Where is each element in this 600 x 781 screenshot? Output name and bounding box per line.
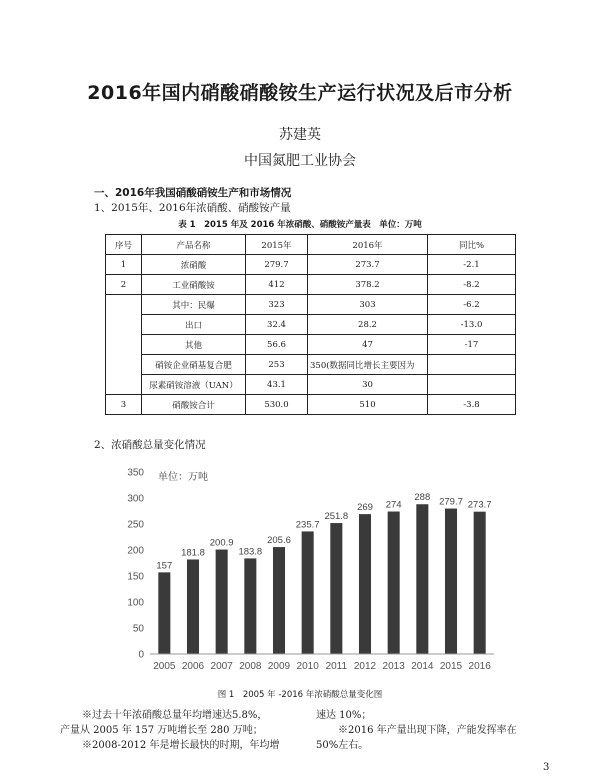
table-row — [106, 335, 516, 355]
table-row — [106, 395, 516, 415]
body-text-left — [60, 708, 308, 753]
cell-yoy — [428, 355, 516, 375]
bar — [216, 550, 228, 654]
cell-name: 尿素硝铵溶液（UAN） — [142, 375, 246, 395]
bar-value-label: 205.6 — [267, 535, 291, 547]
bar-value-label: 273.7 — [467, 499, 492, 511]
cell-name: 工业硝酸铵 — [142, 275, 246, 295]
y-tick-label: 200 — [127, 545, 144, 557]
cell-name: 出口 — [142, 315, 246, 335]
nitric-acid-chart — [112, 458, 502, 680]
x-tick-label: 2014 — [411, 661, 434, 672]
x-tick-label: 2010 — [296, 661, 319, 672]
cell-name: 浓硝酸 — [142, 255, 246, 275]
y-tick-label: 0 — [138, 649, 144, 661]
cell-2015: 32.4 — [246, 315, 308, 335]
cell-yoy: -3.8 — [428, 395, 516, 415]
section-heading: 一、2016年我国硝酸硝铵生产和市场情况 — [94, 187, 292, 199]
table-caption: 表 1 2015 年及 2016 年浓硝酸、硝酸铵产量表 单位：万吨 — [178, 220, 422, 230]
paragraph-line: ※过去十年浓硝酸总量年均增速达5.8%， — [82, 710, 268, 721]
bar — [273, 547, 285, 654]
table-row — [106, 255, 516, 275]
table-row — [106, 355, 516, 375]
cell-name: 硝酸铵合计 — [142, 395, 246, 415]
bar-value-label: 251.8 — [324, 511, 349, 523]
y-tick-label: 250 — [127, 519, 144, 531]
x-tick-label: 2008 — [239, 661, 262, 672]
bar-value-label: 235.7 — [295, 519, 320, 531]
chart-caption: 图 1 2005 年 -2016 年浓硝酸总量变化图 — [217, 690, 383, 700]
cell-2015: 323 — [246, 295, 308, 315]
cell-2016: 510 — [308, 395, 428, 415]
paragraph-line: ※2016 年产量出现下降，产能发挥率在 — [338, 725, 517, 736]
bar — [416, 504, 428, 654]
header-2015: 2015年 — [246, 235, 308, 255]
cell-2016: 303 — [308, 295, 428, 315]
cell-2015: 56.6 — [246, 335, 308, 355]
cell-name: 其他 — [142, 335, 246, 355]
cell-name: 其中：民爆 — [142, 295, 246, 315]
header-yoy: 同比% — [428, 235, 516, 255]
bar-value-label: 279.7 — [439, 496, 463, 508]
page-number: 3 — [543, 762, 550, 773]
x-tick-label: 2012 — [353, 661, 377, 672]
cell-yoy: -13.0 — [428, 315, 516, 335]
header-name: 产品名称 — [142, 235, 246, 255]
y-tick-label: 350 — [127, 467, 144, 479]
x-tick-label: 2011 — [325, 661, 348, 672]
y-tick-label: 50 — [132, 623, 144, 635]
y-tick-label: 150 — [127, 571, 144, 583]
bar — [158, 572, 170, 654]
cell-yoy: -6.2 — [428, 295, 516, 315]
bar-value-label: 288 — [414, 492, 431, 504]
cell-2016: 350(数据同比增长主要因为 — [308, 355, 428, 375]
x-tick-label: 2013 — [382, 661, 405, 672]
bar — [445, 509, 457, 654]
paragraph-line: 速达 10%； — [316, 710, 372, 721]
table-row — [106, 375, 516, 395]
cell-2016: 30 — [308, 375, 428, 395]
x-tick-label: 2005 — [153, 661, 176, 672]
paragraph-line: 50%左右。 — [316, 740, 369, 751]
bar — [187, 559, 199, 654]
production-table — [105, 234, 516, 415]
x-tick-label: 2006 — [181, 661, 205, 672]
cell-2015: 43.1 — [246, 375, 308, 395]
cell-2016: 47 — [308, 335, 428, 355]
paragraph-line: ※2008-2012 年是增长最快的时期，年均增 — [82, 740, 280, 751]
cell-2015: 530.0 — [246, 395, 308, 415]
table-header-row — [106, 235, 516, 255]
cell-2015: 279.7 — [246, 255, 308, 275]
bar — [330, 523, 342, 654]
bar — [474, 512, 486, 654]
cell-seq-merged — [106, 295, 142, 395]
bar — [244, 558, 256, 654]
bar — [302, 531, 314, 654]
bar-value-label: 157 — [156, 560, 173, 572]
x-tick-label: 2007 — [210, 661, 233, 672]
bar — [359, 514, 371, 654]
y-tick-label: 100 — [127, 597, 144, 609]
cell-2015: 412 — [246, 275, 308, 295]
bar-value-label: 274 — [385, 499, 402, 511]
cell-yoy — [428, 375, 516, 395]
subsection-production: 1、2015年、2016年浓硝酸、硝酸铵产量 — [94, 202, 291, 214]
header-seq: 序号 — [106, 235, 142, 255]
header-2016: 2016年 — [308, 235, 428, 255]
body-text-right — [316, 708, 548, 753]
bar-value-label: 183.8 — [238, 546, 263, 558]
subsection-chart: 2、浓硝酸总量变化情况 — [94, 439, 206, 451]
organization: 中国氮肥工业协会 — [244, 153, 356, 169]
cell-2016: 28.2 — [308, 315, 428, 335]
cell-seq: 3 — [106, 395, 142, 415]
cell-2016: 378.2 — [308, 275, 428, 295]
author: 苏建英 — [279, 127, 321, 143]
cell-yoy: -17 — [428, 335, 516, 355]
bar-value-label: 269 — [357, 502, 373, 514]
x-tick-label: 2016 — [468, 661, 491, 672]
paragraph-line: 产量从 2005 年 157 万吨增长至 280 万吨； — [60, 725, 263, 736]
bar-value-label: 181.8 — [181, 547, 205, 559]
chart-svg — [112, 458, 502, 680]
cell-2015: 253 — [246, 355, 308, 375]
cell-name: 硝铵企业硝基复合肥 — [142, 355, 246, 375]
x-tick-label: 2015 — [439, 661, 463, 672]
table-row — [106, 295, 516, 315]
unit-label: 单位：万吨 — [158, 472, 208, 483]
table-row — [106, 315, 516, 335]
y-tick-label: 300 — [127, 493, 144, 505]
cell-seq: 1 — [106, 255, 142, 275]
cell-yoy: -8.2 — [428, 275, 516, 295]
cell-seq: 2 — [106, 275, 142, 295]
table-row — [106, 275, 516, 295]
cell-2016: 273.7 — [308, 255, 428, 275]
bar-value-label: 200.9 — [209, 537, 234, 549]
cell-yoy: -2.1 — [428, 255, 516, 275]
bar — [388, 512, 400, 654]
page-title: 2016年国内硝酸硝酸铵生产运行状况及后市分析 — [87, 82, 513, 104]
x-tick-label: 2009 — [267, 661, 291, 672]
